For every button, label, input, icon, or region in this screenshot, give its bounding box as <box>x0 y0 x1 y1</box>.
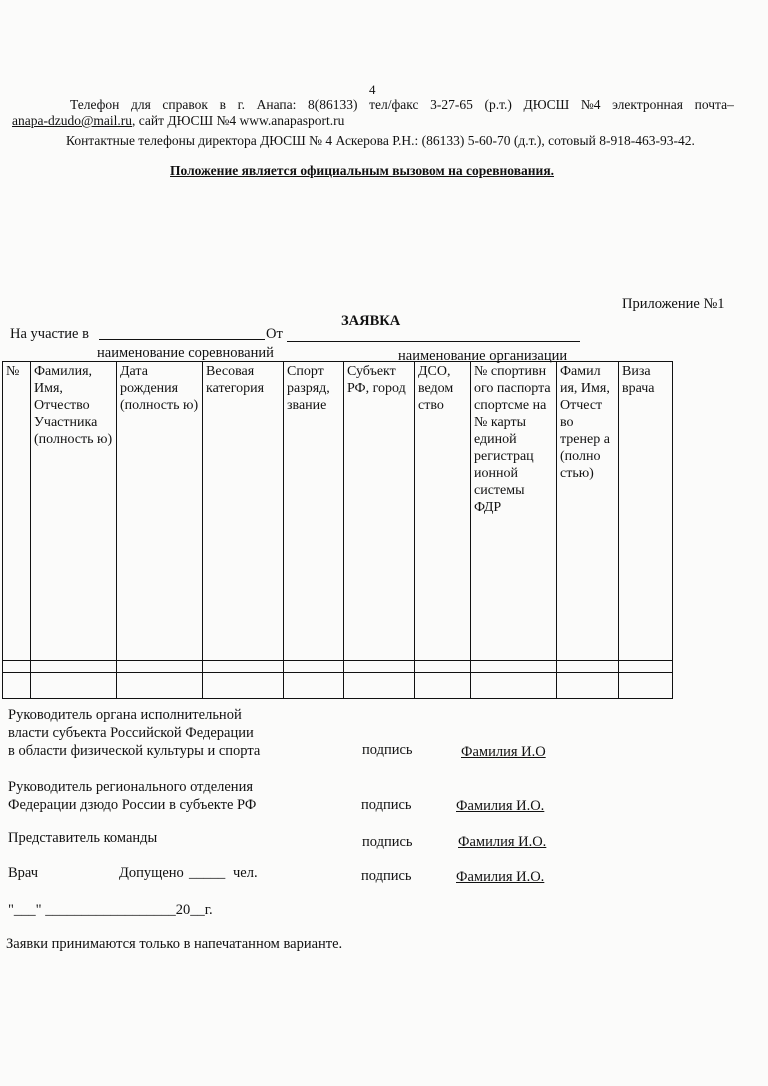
admitted-label: Допущено <box>119 865 184 881</box>
signature-role-3: Представитель команды <box>8 830 158 846</box>
director-contacts: Контактные телефоны директора ДЮСШ № 4 Аскерова Р.Н.: (86133) 5-60-70 (д.т.), сотовый 8-918-463-93-42. <box>66 133 695 148</box>
role-line: Федерации дзюдо России в субъекте РФ <box>8 797 257 813</box>
competition-caption: наименование соревнований <box>97 345 274 361</box>
signature-role-2 <box>8 778 256 814</box>
table-cell[interactable] <box>284 673 344 699</box>
header-doctor-visa: Виза врача <box>619 362 673 661</box>
contact-word: г. <box>237 97 245 112</box>
contact-line-1 <box>70 97 734 113</box>
header-passport-card: № спортивн ого паспорта спортсме на № карты единой регистрац ионной системы ФДР <box>471 362 557 661</box>
email-link[interactable]: anapa-dzudo@mail.ru <box>12 113 133 128</box>
contact-word: для <box>130 97 151 112</box>
table-cell[interactable] <box>471 661 557 673</box>
table-cell[interactable] <box>203 673 284 699</box>
table-cell[interactable] <box>619 673 673 699</box>
website-text: , сайт ДЮСШ №4 www.anapasport.ru <box>132 113 345 128</box>
contact-word: (р.т.) <box>484 97 512 112</box>
role-line: власти субъекта Российской Федерации <box>8 725 254 741</box>
table-cell[interactable] <box>557 661 619 673</box>
signatory-name: Фамилия И.О <box>461 744 546 760</box>
signatory-name: Фамилия И.О. <box>456 869 545 885</box>
table-cell[interactable] <box>31 661 117 673</box>
sign-label: подпись <box>362 742 413 758</box>
table-cell[interactable] <box>3 661 31 673</box>
header-dso: ДСО, ведом ство <box>415 362 471 661</box>
header-coach-name: Фамил ия, Имя, Отчест во тренер а (полно стью) <box>557 362 619 661</box>
contact-word: электронная <box>612 97 683 112</box>
contact-word: Телефон <box>70 97 120 112</box>
organization-caption: наименование организации <box>398 348 568 364</box>
official-notice: Положение является официальным вызовом на соревнования. <box>170 163 554 178</box>
table-header-row <box>3 362 673 661</box>
doctor-label: Врач <box>8 865 39 881</box>
from-label: От <box>266 326 283 342</box>
signatory-name: Фамилия И.О. <box>458 834 547 850</box>
header-weight-category: Весовая категория <box>203 362 284 661</box>
header-region-city: Субъект РФ, город <box>344 362 415 661</box>
admitted-count-blank[interactable]: _____ <box>189 865 226 881</box>
contact-word: 8(86133) <box>308 97 358 112</box>
page-title: ЗАЯВКА <box>341 313 401 329</box>
table-row <box>3 673 673 699</box>
persons-label: чел. <box>233 865 258 881</box>
table-cell[interactable] <box>415 661 471 673</box>
table-cell[interactable] <box>284 661 344 673</box>
header-sport-rank: Спорт разряд, звание <box>284 362 344 661</box>
participation-line <box>10 326 89 343</box>
contact-word: Анапа: <box>256 97 297 112</box>
contact-word: ДЮСШ <box>523 97 570 112</box>
table-cell[interactable] <box>557 673 619 699</box>
table-row <box>3 661 673 673</box>
contact-line-2 <box>12 113 344 129</box>
header-full-name: Фамилия, Имя, Отчество Участника (полность ю) <box>31 362 117 661</box>
competition-blank[interactable] <box>99 339 265 340</box>
table-cell[interactable] <box>344 661 415 673</box>
contact-word: справок <box>162 97 208 112</box>
organization-blank[interactable] <box>287 341 580 342</box>
table-cell[interactable] <box>415 673 471 699</box>
role-line: в области физической культуры и спорта <box>8 743 261 759</box>
table-cell[interactable] <box>203 661 284 673</box>
contact-word: тел/факс <box>369 97 419 112</box>
table-cell[interactable] <box>471 673 557 699</box>
table-cell[interactable] <box>3 673 31 699</box>
table-cell[interactable] <box>31 673 117 699</box>
role-line: Руководитель регионального отделения <box>8 779 253 795</box>
table-cell[interactable] <box>117 673 203 699</box>
contact-word: почта– <box>694 97 734 112</box>
contact-word: в <box>219 97 226 112</box>
footer-note: Заявки принимаются только в напечатанном варианте. <box>6 936 343 952</box>
page-number: 4 <box>369 82 376 97</box>
sign-label: подпись <box>361 797 412 813</box>
header-number: № <box>3 362 31 661</box>
participation-label: На участие в <box>10 326 89 342</box>
contact-word: №4 <box>580 97 601 112</box>
date-line[interactable]: "___" __________________20__г. <box>8 902 213 918</box>
table-cell[interactable] <box>619 661 673 673</box>
appendix-label: Приложение №1 <box>622 296 725 312</box>
sign-label: подпись <box>361 868 412 884</box>
table-cell[interactable] <box>117 661 203 673</box>
role-line: Руководитель органа исполнительной <box>8 707 242 723</box>
sign-label: подпись <box>362 834 413 850</box>
application-table <box>2 361 673 699</box>
table-cell[interactable] <box>344 673 415 699</box>
signatory-name: Фамилия И.О. <box>456 798 545 814</box>
signature-role-1 <box>8 706 260 760</box>
header-birth-date: Дата рождения (полность ю) <box>117 362 203 661</box>
contact-word: 3-27-65 <box>430 97 473 112</box>
